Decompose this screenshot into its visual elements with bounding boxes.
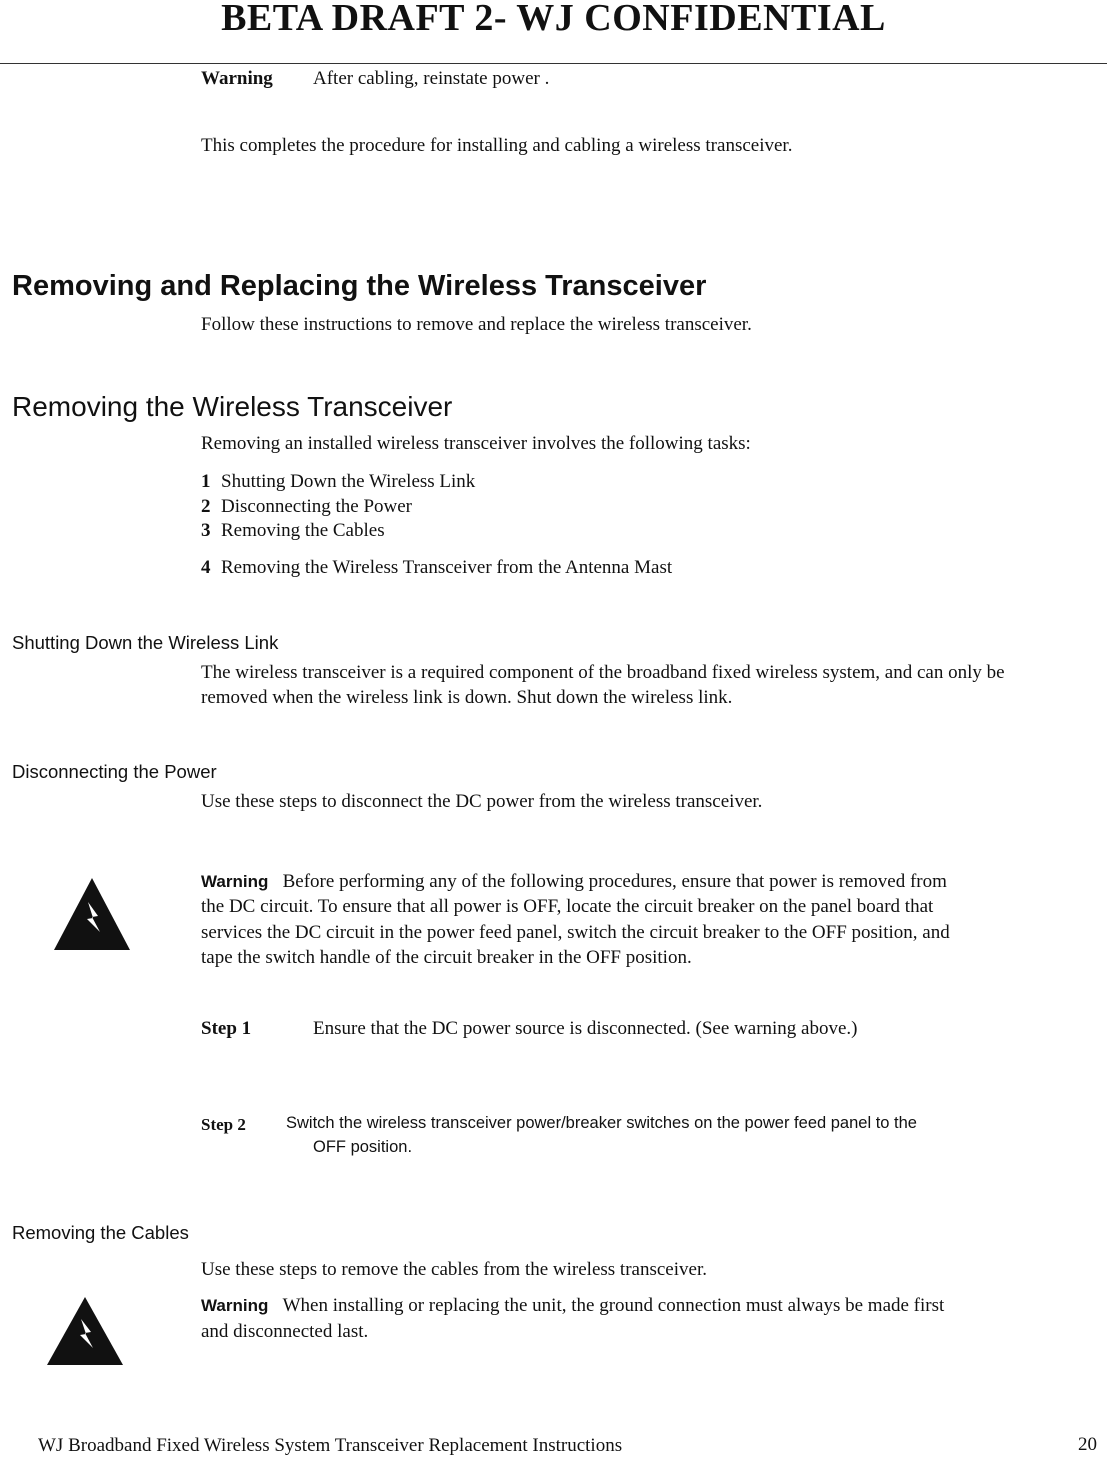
- top-warning: [201, 66, 273, 91]
- task-item-4: [201, 555, 672, 580]
- cables-warning-text: When installing or replacing the unit, the ground connection must always be made first: [282, 1295, 945, 1316]
- cables-warning-line-1: [201, 1293, 944, 1318]
- power-title: Disconnecting the Power: [12, 761, 217, 782]
- power-warning-line-3: services the DC circuit in the power feed panel, switch the circuit breaker to the OFF position, and: [201, 922, 950, 943]
- cables-warning-label: Warning: [201, 1296, 269, 1315]
- power-warning-line-1: [201, 869, 947, 894]
- cables-warning-line-2: and disconnected last.: [201, 1321, 369, 1342]
- step-2-line-2: OFF position.: [313, 1138, 413, 1156]
- cables-intro: Use these steps to remove the cables from the wireless transceiver.: [201, 1259, 707, 1280]
- step-2-line-1: Switch the wireless transceiver power/breaker switches on the power feed panel to the: [286, 1114, 917, 1132]
- confidential-banner: BETA DRAFT 2- WJ CONFIDENTIAL: [221, 0, 886, 39]
- task-number: 3: [201, 520, 211, 541]
- step-1-label: Step 1: [201, 1018, 252, 1039]
- subsection-intro: Removing an installed wireless transceiver involves the following tasks:: [201, 433, 751, 454]
- power-warning-text: Before performing any of the following procedures, ensure that power is removed from: [282, 871, 947, 892]
- task-number: 4: [201, 557, 211, 578]
- task-text: Removing the Cables: [221, 520, 385, 541]
- warning-triangle-icon: [52, 876, 132, 952]
- power-intro: Use these steps to disconnect the DC power from the wireless transceiver.: [201, 791, 763, 812]
- shutdown-title: Shutting Down the Wireless Link: [12, 632, 279, 653]
- cables-title: Removing the Cables: [12, 1222, 189, 1243]
- task-text: Shutting Down the Wireless Link: [221, 471, 476, 492]
- shutdown-line-2: removed when the wireless link is down. Shut down the wireless link.: [201, 687, 733, 708]
- header-rule: [0, 63, 1107, 64]
- task-number: 1: [201, 471, 211, 492]
- task-text: Disconnecting the Power: [221, 496, 413, 517]
- task-item-1: [201, 469, 475, 494]
- warning-triangle-icon: [45, 1295, 125, 1367]
- completes-paragraph: This completes the procedure for installing and cabling a wireless transceiver.: [201, 135, 793, 156]
- top-warning-text: After cabling, reinstate power .: [313, 68, 550, 89]
- task-item-3: [201, 518, 385, 543]
- footer-title: WJ Broadband Fixed Wireless System Transceiver Replacement Instructions: [38, 1435, 623, 1456]
- step-1-text: Ensure that the DC power source is disconnected. (See warning above.): [313, 1018, 858, 1039]
- step-2-label: Step 2: [201, 1115, 246, 1134]
- subsection-title: Removing the Wireless Transceiver: [12, 391, 453, 422]
- task-item-2: [201, 494, 412, 519]
- top-warning-label: Warning: [201, 68, 273, 89]
- task-text: Removing the Wireless Transceiver from the Antenna Mast: [221, 557, 673, 578]
- task-number: 2: [201, 496, 211, 517]
- power-warning-line-2: the DC circuit. To ensure that all power is OFF, locate the circuit breaker on the panel board that: [201, 896, 934, 917]
- shutdown-line-1: The wireless transceiver is a required component of the broadband fixed wireless system, and can only be: [201, 662, 1005, 683]
- power-warning-label: Warning: [201, 872, 269, 891]
- page-number: 20: [1078, 1434, 1097, 1455]
- power-warning-line-4: tape the switch handle of the circuit breaker in the OFF position.: [201, 947, 692, 968]
- section-intro: Follow these instructions to remove and replace the wireless transceiver.: [201, 314, 752, 335]
- section-title: Removing and Replacing the Wireless Transceiver: [12, 270, 707, 302]
